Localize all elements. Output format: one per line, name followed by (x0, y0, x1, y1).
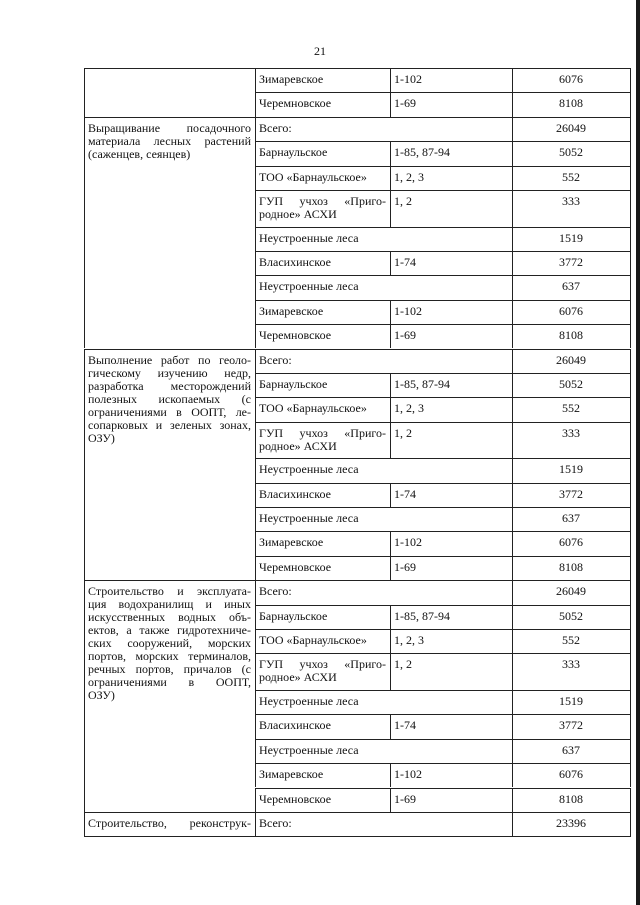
table-rule (255, 605, 256, 629)
row-range: 1-74 (394, 718, 416, 733)
table-rule (630, 166, 631, 190)
table-rule (255, 763, 256, 787)
table-rule (630, 653, 631, 690)
row-range: 1-85, 87-94 (394, 145, 450, 160)
table-rule (255, 690, 631, 691)
row-name: Неустроенные леса (259, 742, 359, 757)
table-rule (390, 422, 391, 459)
table-rule (255, 166, 631, 167)
table-rule (512, 227, 513, 251)
table-rule (390, 141, 391, 165)
table-rule (630, 739, 631, 763)
table-rule (255, 507, 256, 531)
row-name: Неустроенные леса (259, 462, 359, 477)
row-value: 6076 (559, 535, 583, 550)
table-rule (255, 556, 631, 557)
table-rule (255, 739, 631, 740)
table-rule (84, 812, 85, 836)
table-rule (512, 300, 513, 324)
row-name: Власихинское (259, 486, 331, 501)
table-rule (630, 812, 631, 836)
table-rule (255, 373, 256, 397)
table-rule (390, 68, 391, 92)
row-range: 1-74 (394, 254, 416, 269)
table-rule (512, 349, 513, 373)
table-rule (255, 324, 256, 348)
row-value: 333 (562, 425, 580, 440)
table-rule (630, 422, 631, 459)
row-range: 1-102 (394, 303, 422, 318)
table-rule (630, 227, 631, 251)
row-name: Барнаульское (259, 376, 328, 391)
table-rule (512, 788, 513, 812)
row-name-line: родное» АСХИ (259, 207, 337, 221)
table-rule (630, 251, 631, 275)
table-rule (255, 68, 256, 92)
table-rule (84, 117, 631, 118)
activity-text-line: Строительство и эксплуата- (88, 584, 251, 599)
row-value: 26049 (556, 352, 586, 367)
row-name: Неустроенные леса (259, 279, 359, 294)
table-rule (512, 373, 513, 397)
table-rule (84, 349, 631, 350)
table-rule (630, 788, 631, 812)
row-range: 1, 2 (394, 194, 412, 208)
activity-text-line: речных портов, причалов (с (88, 662, 251, 677)
table-rule (512, 190, 513, 227)
row-value: 8108 (559, 328, 583, 343)
activity-text-line: искусственных водных объ- (88, 610, 251, 625)
table-rule (390, 324, 391, 348)
table-rule (255, 531, 256, 555)
row-range: 1-85, 87-94 (394, 376, 450, 391)
table-rule (512, 507, 513, 531)
table-rule (84, 812, 631, 813)
activity-text-line: гическому изучению недр, (88, 365, 251, 380)
table-rule (512, 251, 513, 275)
row-name-line: родное» АСХИ (259, 670, 337, 685)
table-rule (390, 251, 391, 275)
row-name: Неустроенные леса (259, 693, 359, 708)
table-rule (84, 836, 631, 837)
row-value: 26049 (556, 584, 586, 599)
row-value: 637 (562, 279, 580, 294)
activity-text-line: материала лесных растений (88, 133, 251, 148)
row-value: 637 (562, 742, 580, 757)
table-rule (630, 556, 631, 580)
row-range: 1-74 (394, 486, 416, 501)
row-value: 5052 (559, 376, 583, 391)
activity-text-line: Выращивание посадочного (88, 120, 251, 135)
table-rule (630, 141, 631, 165)
row-value: 1519 (559, 462, 583, 477)
row-name: Всего: (259, 120, 292, 135)
table-rule (255, 92, 631, 93)
row-name: Черемновское (259, 791, 332, 806)
row-value: 3772 (559, 254, 583, 269)
table-rule (255, 422, 631, 423)
table-rule (255, 251, 256, 275)
table-rule (512, 275, 513, 299)
activity-text-line: ектов, а также гидротехниче- (88, 623, 251, 638)
table-rule (630, 373, 631, 397)
table-rule (255, 166, 256, 190)
row-name: ТОО «Барнаульское» (259, 633, 367, 647)
activity-text-line: ция водохранилищ и иных (88, 597, 251, 612)
table-rule (255, 349, 256, 373)
activity-text-line: полезных ископаемых (с (88, 391, 251, 406)
activity-text-line: разработка месторождений (88, 378, 251, 393)
table-rule (512, 141, 513, 165)
table-rule (255, 483, 631, 484)
table-rule (512, 653, 513, 690)
table-rule (255, 629, 631, 630)
table-rule (390, 788, 391, 812)
row-name: Зимаревское (259, 767, 324, 782)
row-name: Власихинское (259, 718, 331, 733)
table-rule (255, 605, 631, 606)
table-rule (512, 483, 513, 507)
row-value: 552 (562, 633, 580, 647)
row-range: 1-69 (394, 328, 416, 343)
table-rule (84, 117, 85, 349)
table-rule (630, 92, 631, 116)
table-rule (630, 458, 631, 482)
activity-text-line: ограничениями в ООПТ, ле- (88, 404, 251, 419)
row-value: 6076 (559, 303, 583, 318)
table-rule (390, 166, 391, 190)
activity-text-line: Строительство, реконструк- (88, 815, 251, 830)
activity-text-line: ОЗУ) (88, 430, 115, 445)
table-rule (255, 300, 631, 301)
row-value: 3772 (559, 718, 583, 733)
table-rule (512, 763, 513, 787)
table-rule (512, 458, 513, 482)
table-rule (255, 117, 256, 141)
row-name-line: ГУП учхоз «Приго- (259, 657, 386, 672)
table-rule (512, 422, 513, 459)
table-rule (255, 812, 256, 836)
row-value: 1519 (559, 693, 583, 708)
table-rule (630, 763, 631, 787)
table-rule (255, 251, 631, 252)
row-name: Неустроенные леса (259, 511, 359, 525)
table-rule (255, 458, 256, 482)
table-rule (630, 531, 631, 555)
table-rule (255, 580, 256, 604)
row-name: Власихинское (259, 254, 331, 269)
table-rule (390, 300, 391, 324)
table-rule (390, 483, 391, 507)
row-name-line: родное» АСХИ (259, 438, 337, 453)
row-value: 5052 (559, 145, 583, 160)
table-rule (630, 349, 631, 373)
row-name: Всего: (259, 352, 292, 367)
table-rule (390, 653, 391, 690)
table-rule (512, 812, 513, 836)
row-range: 1-69 (394, 791, 416, 806)
row-value: 552 (562, 401, 580, 416)
row-range: 1, 2 (394, 425, 412, 440)
table-rule (255, 788, 256, 812)
table-rule (512, 556, 513, 580)
row-range: 1-102 (394, 72, 422, 86)
table-rule (512, 714, 513, 738)
table-rule (255, 507, 631, 508)
activity-text-line: портов, морских терминалов, (88, 649, 251, 664)
table-rule (255, 300, 256, 324)
table-rule (512, 629, 513, 653)
table-rule (390, 531, 391, 555)
table-rule (255, 397, 631, 398)
row-value: 8108 (559, 791, 583, 806)
row-name: Зимаревское (259, 72, 324, 86)
row-value: 8108 (559, 96, 583, 111)
table-rule (630, 690, 631, 714)
table-rule (512, 531, 513, 555)
row-name: Неустроенные леса (259, 230, 359, 245)
row-name: Барнаульское (259, 145, 328, 160)
table-rule (255, 531, 631, 532)
table-rule (512, 739, 513, 763)
table-rule (512, 397, 513, 421)
row-value: 552 (562, 169, 580, 184)
table-rule (630, 190, 631, 227)
table-rule (255, 227, 631, 228)
row-name: Черемновское (259, 96, 332, 111)
row-value: 637 (562, 511, 580, 525)
row-value: 5052 (559, 608, 583, 623)
table-rule (255, 190, 631, 191)
scan-edge-shadow (636, 0, 640, 905)
row-range: 1, 2, 3 (394, 401, 424, 416)
table-rule (255, 653, 256, 690)
table-rule (512, 580, 513, 604)
row-value: 8108 (559, 559, 583, 574)
table-rule (630, 397, 631, 421)
table-rule (630, 483, 631, 507)
table-rule (255, 275, 631, 276)
page-number: 21 (314, 44, 326, 58)
table-rule (84, 68, 85, 117)
table-rule (390, 763, 391, 787)
row-range: 1, 2, 3 (394, 169, 424, 184)
row-range: 1-85, 87-94 (394, 608, 450, 623)
table-rule (390, 397, 391, 421)
table-rule (390, 92, 391, 116)
table-rule (390, 556, 391, 580)
table-rule (512, 68, 513, 92)
row-name: Зимаревское (259, 303, 324, 318)
table-rule (630, 68, 631, 92)
table-rule (630, 629, 631, 653)
row-range: 1, 2 (394, 657, 412, 672)
row-range: 1-69 (394, 559, 416, 574)
table-rule (512, 605, 513, 629)
activity-text-line: ских сооружений, морских (88, 636, 251, 651)
table-rule (255, 739, 256, 763)
row-value: 6076 (559, 767, 583, 782)
table-rule (255, 629, 256, 653)
table-rule (390, 629, 391, 653)
table-rule (255, 458, 631, 459)
activity-text-line: (саженцев, сеянцев) (88, 146, 191, 161)
table-rule (630, 580, 631, 604)
row-value: 23396 (556, 815, 586, 830)
row-name: Барнаульское (259, 608, 328, 623)
table-rule (255, 690, 256, 714)
table-rule (512, 324, 513, 348)
table-rule (255, 653, 631, 654)
table-rule (390, 190, 391, 227)
table-rule (630, 300, 631, 324)
row-name: ТОО «Барнаульское» (259, 169, 367, 184)
activity-text-line: сопарковых и зеленых зонах, (88, 417, 251, 432)
table-rule (512, 92, 513, 116)
table-rule (255, 324, 631, 325)
row-value: 333 (562, 657, 580, 672)
table-rule (255, 190, 256, 227)
table-rule (255, 714, 256, 738)
row-range: 1, 2, 3 (394, 633, 424, 647)
table-rule (255, 227, 256, 251)
row-name: Зимаревское (259, 535, 324, 550)
table-rule (630, 714, 631, 738)
row-value: 333 (562, 194, 580, 208)
table-rule (255, 763, 631, 764)
table-rule (84, 580, 631, 581)
table-rule (630, 117, 631, 141)
table-rule (512, 166, 513, 190)
table-rule (390, 373, 391, 397)
row-name: Черемновское (259, 328, 332, 343)
table-rule (255, 141, 256, 165)
row-name-line: ГУП учхоз «Приго- (259, 425, 386, 440)
table-rule (84, 580, 85, 812)
table-rule (255, 556, 256, 580)
row-range: 1-69 (394, 96, 416, 111)
table-rule (390, 714, 391, 738)
row-name: ТОО «Барнаульское» (259, 401, 367, 416)
table-rule (255, 141, 631, 142)
table-rule (84, 68, 631, 69)
row-name-line: ГУП учхоз «Приго- (259, 194, 386, 208)
table-rule (84, 349, 85, 581)
table-rule (630, 275, 631, 299)
table-rule (255, 92, 256, 116)
table-rule (255, 422, 256, 459)
activity-text-line: ОЗУ) (88, 688, 115, 703)
table-rule (255, 788, 631, 789)
table-rule (512, 690, 513, 714)
table-rule (255, 275, 256, 299)
row-name: Черемновское (259, 559, 332, 574)
activity-text-line: Выполнение работ по геоло- (88, 352, 251, 367)
row-name: Всего: (259, 815, 292, 830)
table-rule (630, 507, 631, 531)
table-rule (512, 117, 513, 141)
row-value: 26049 (556, 120, 586, 135)
row-value: 3772 (559, 486, 583, 501)
table-rule (255, 714, 631, 715)
row-range: 1-102 (394, 767, 422, 782)
table-rule (255, 397, 256, 421)
table-rule (255, 373, 631, 374)
activity-text-line: ограничениями в ООПТ, (88, 675, 251, 690)
table-rule (390, 605, 391, 629)
row-value: 1519 (559, 230, 583, 245)
row-name: Всего: (259, 584, 292, 599)
table-rule (630, 605, 631, 629)
row-value: 6076 (559, 72, 583, 86)
table-rule (255, 483, 256, 507)
table-rule (630, 324, 631, 348)
row-range: 1-102 (394, 535, 422, 550)
